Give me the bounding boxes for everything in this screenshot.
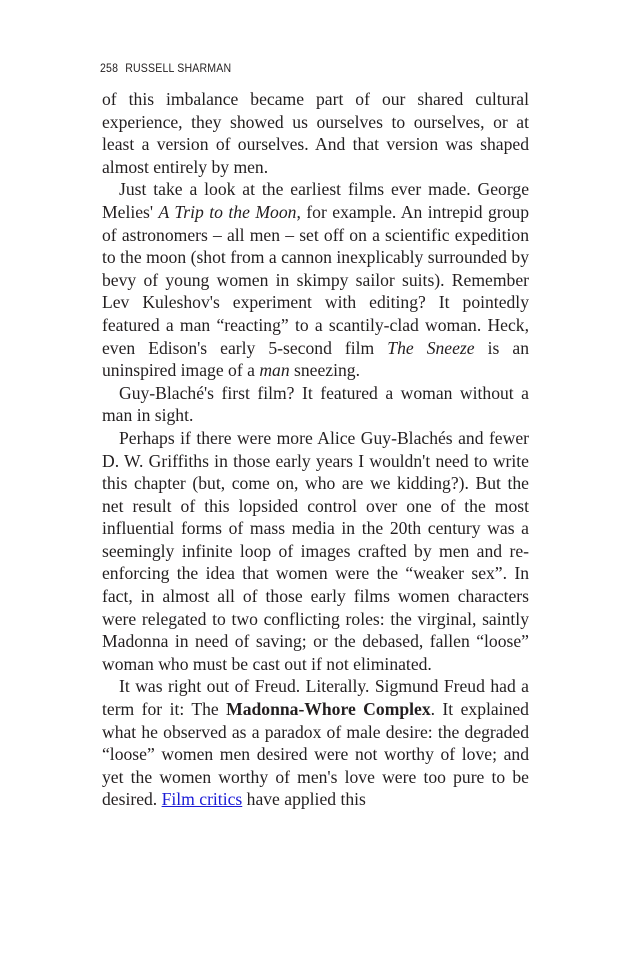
paragraph-5-text-a: It was right out of Freud. Literally. Sigmund Freud had a term for it: The — [102, 676, 529, 720]
emphasis-man: man — [259, 360, 290, 381]
film-title-the-sneeze: The Sneeze — [387, 337, 475, 358]
paragraph-2-text-c: is an uninspired image of a — [102, 337, 529, 381]
paragraph-5-text-c: have applied this — [246, 789, 366, 810]
term-madonna-whore-complex: Madonna-Whore Complex — [226, 699, 431, 720]
paragraph-2-text-d: sneezing. — [289, 360, 360, 381]
paragraph-3: Guy-Blaché's first film? It featured a woman without a man in sight. — [102, 382, 529, 426]
paragraph-5 — [102, 675, 529, 811]
page-number: 258 — [100, 61, 119, 75]
film-critics-link[interactable]: Film critics — [161, 789, 243, 810]
paragraph-1: of this imbalance became part of our shared cultural experience, they showed us ourselves to ourselves, or at least a version of ourselves. And that version was shaped almost entirely by men. — [102, 89, 529, 177]
paragraph-2 — [102, 178, 529, 381]
film-title-trip-to-the-moon: A Trip to the Moon — [158, 201, 297, 222]
running-header — [100, 61, 231, 75]
paragraph-2-text-a: Just take a look at the earliest films ever made. George Melies' — [102, 179, 529, 222]
body-text — [102, 88, 529, 811]
paragraph-5-text-b: . It explained what he observed as a paradox of male desire: the degraded “loose” women men desired were not worthy of love; and yet the women worthy of men's love were too pure to be desired. — [102, 699, 529, 810]
paragraph-4: Perhaps if there were more Alice Guy-Blachés and fewer D. W. Griffiths in those early years I wouldn't need to write this chapter (but, come on, who are we kidding?). But the net result of this lopsided control over one of the most influential forms of mass media in the 20th century was a seemingly infinite loop of images crafted by men and re-enforcing the idea that women were the “weaker sex”. In fact, in almost all of those early films women characters were relegated to two conflicting roles: the virginal, saintly Madonna in need of saving; or the debased, fallen “loose” woman who must be cast out if not eliminated. — [102, 427, 529, 674]
paragraph-2-text-b: , for example. An intrepid group of astronomers – all men – set off on a scientific expedition to the moon (shot from a cannon inexplicably surrounded by bevy of young women in skimpy sailor suits). Remember Lev Kuleshov's experiment with editing? It pointedly featured a man “reacting” to a scantily-clad woman. Heck, even Edison's early 5-second film — [102, 201, 530, 358]
author-name: RUSSELL SHARMAN — [125, 61, 232, 75]
